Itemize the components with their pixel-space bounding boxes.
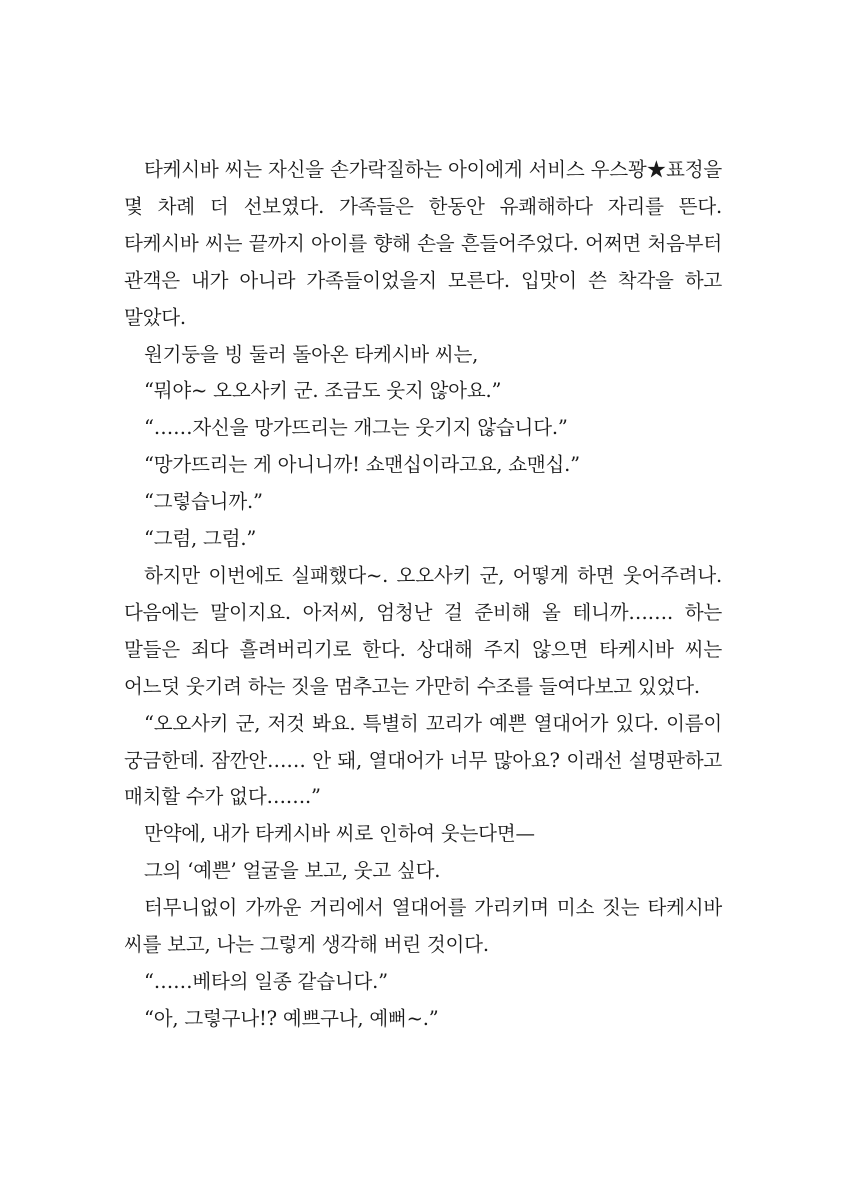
paragraph-14: “아, 그렇구나!? 예쁘구나, 예뻐~.” [144,1006,439,1030]
paragraph-11: 그의 ‘예쁜’ 얼굴을 보고, 웃고 싶다. [144,859,441,883]
paragraph-6: “그렇습니까.” [144,490,263,514]
paragraph-4: “……자신을 망가뜨리는 개그는 웃기지 않습니다.” [144,416,568,440]
paragraph-5: “망가뜨리는 게 아니니까! 쇼맨십이라고요, 쇼맨십.” [144,453,580,477]
paragraph-10: 만약에, 내가 타케시바 씨로 인하여 웃는다면— [144,822,535,846]
paragraph-2: 원기둥을 빙 둘러 돌아온 타케시바 씨는, [144,342,479,366]
body-text [124,152,722,1038]
paragraph-8: 하지만 이번에도 실패했다~. 오오사키 군, 어떻게 하면 웃어주려나. 다음에는 말이지요. 아저씨, 엄청난 걸 준비해 올 테니까……. 하는 말들은 죄다 흘려버리기로 한다. 상대해 주지 않으면 타케시바 씨는 어느덧 웃기려 하는 짓을 멈추고는 가만히 수조를 들여다보고 있었다. [124,563,722,698]
paragraph-9: “오오사키 군, 저것 봐요. 특별히 꼬리가 예쁜 열대어가 있다. 이름이 궁금한데. 잠깐안…… 안 돼, 열대어가 너무 많아요? 이래선 설명판하고 매치할 수가 없다…….” [124,711,722,809]
paragraph-7: “그럼, 그럼.” [144,527,257,551]
paragraph-12: 터무니없이 가까운 거리에서 열대어를 가리키며 미소 짓는 타케시바 씨를 보고, 나는 그렇게 생각해 버린 것이다. [124,896,722,957]
paragraph-1: 타케시바 씨는 자신을 손가락질하는 아이에게 서비스 우스꽝★표정을 몇 차례 더 선보였다. 가족들은 한동안 유쾌해하다 자리를 뜬다. 타케시바 씨는 끝까지 아이를 향해 손을 흔들어주었다. 어쩌면 처음부터 관객은 내가 아니라 가족들이었을지 모른다. 입맛이 쓴 착각을 하고 말았다. [124,158,722,329]
paragraph-3: “뭐야~ 오오사키 군. 조금도 웃지 않아요.” [144,379,502,403]
paragraph-13: “……베타의 일종 같습니다.” [144,969,388,993]
